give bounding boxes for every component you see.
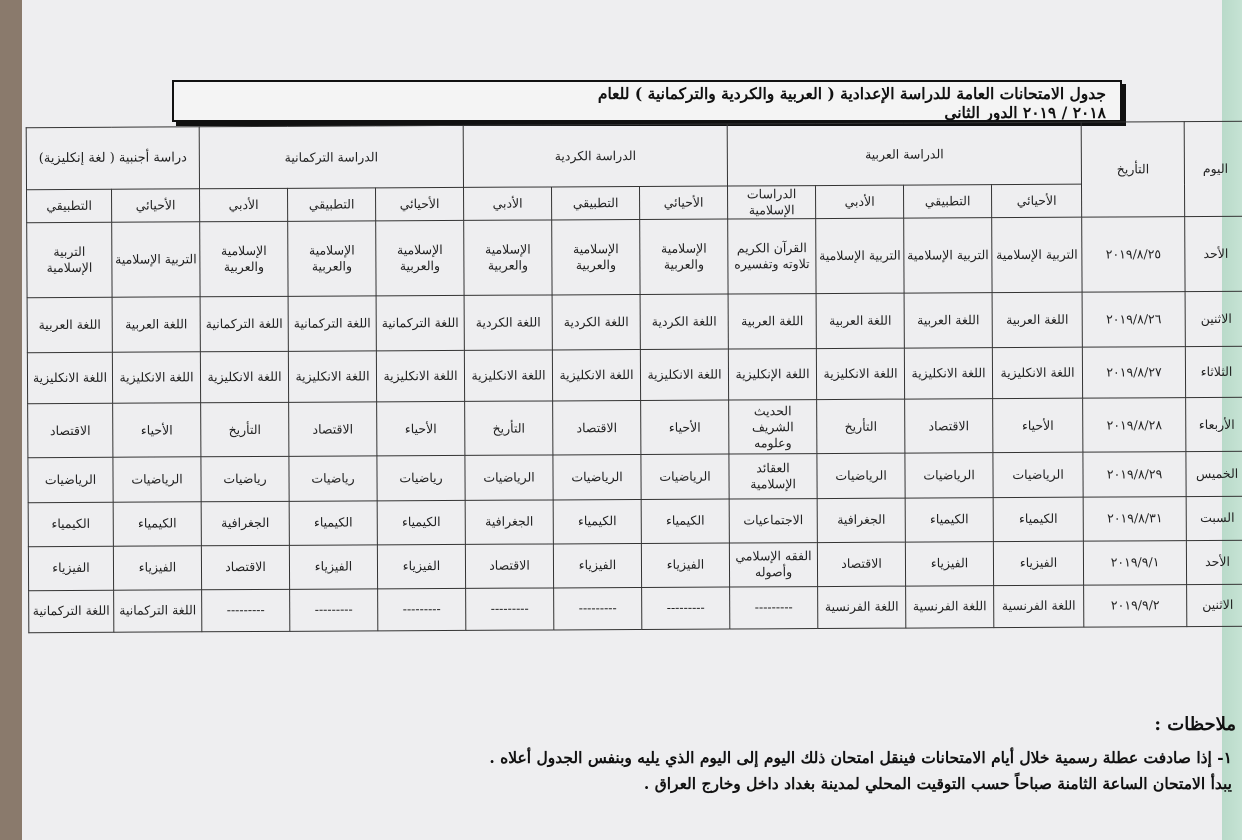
subject-cell: --------- — [554, 587, 642, 629]
header-kurdish-study: الدراسة الكردية — [463, 124, 727, 187]
subject-cell: الاقتصاد — [289, 402, 377, 457]
subject-cell: الكيمياء — [993, 497, 1083, 542]
note-line: ١- إذا صادفت عطلة رسمية خلال أيام الامتحانات فينقل امتحان ذلك اليوم إلى اليوم الذي يليه وبنفس الجدول أعلاه . — [489, 748, 1232, 767]
date-cell: ٢٠١٩/٨/٢٨ — [1083, 398, 1186, 453]
header-branch: الأدبي — [200, 188, 288, 221]
subject-cell: الرياضيات — [905, 453, 993, 498]
schedule-row — [28, 452, 1242, 503]
subject-cell: الإسلامية والعربية — [464, 220, 552, 296]
subject-cell: الإسلامية والعربية — [552, 219, 640, 295]
subject-cell: اللغة الانكليزية — [992, 348, 1082, 399]
header-branch: الدراسات الإسلامية — [728, 186, 816, 219]
subject-cell: الأحياء — [113, 403, 201, 458]
subject-cell: اللغة العربية — [728, 294, 816, 350]
subject-cell: رياضيات — [201, 457, 289, 502]
subject-cell: الأحياء — [993, 398, 1083, 453]
subject-cell: الجغرافية — [817, 498, 905, 543]
subject-cell: التربية الإسلامية — [816, 218, 904, 294]
subject-cell: اللغة التركمانية — [376, 296, 464, 352]
subject-cell: الفيزياء — [28, 546, 113, 591]
header-turkmen-study: الدراسة التركمانية — [199, 125, 463, 188]
subject-cell: اللغة الفرنسية — [906, 586, 994, 628]
subject-cell: اللغة الانكليزية — [904, 348, 992, 399]
group-header-row — [26, 121, 1242, 189]
notes-title: ملاحظات : — [1154, 714, 1236, 735]
subject-cell: اللغة التركمانية — [288, 296, 376, 352]
subject-cell: التأريخ — [201, 403, 289, 458]
day-cell: الاثنين — [1185, 291, 1242, 347]
subject-cell: الرياضيات — [817, 453, 905, 498]
date-cell: ٢٠١٩/٨/٣١ — [1083, 496, 1186, 541]
subject-cell: اللغة الانكليزية — [552, 350, 640, 401]
subject-cell: اللغة العربية — [816, 293, 904, 349]
date-cell: ٢٠١٩/٨/٢٧ — [1082, 347, 1185, 398]
subject-cell: اللغة الفرنسية — [994, 585, 1084, 628]
header-branch: الأحيائي — [376, 187, 464, 220]
header-day: اليوم — [1184, 121, 1242, 216]
day-cell: الأحد — [1186, 540, 1242, 585]
subject-cell: الرياضيات — [993, 453, 1083, 498]
subject-cell: الإسلامية والعربية — [640, 219, 728, 295]
subject-cell: اللغة الانكليزية — [464, 350, 552, 401]
subject-cell: الفقه الإسلامي وأصوله — [729, 542, 817, 587]
subject-cell: الفيزياء — [377, 544, 465, 589]
notes-section — [0, 700, 1240, 830]
subject-cell: التأريخ — [817, 399, 905, 454]
subject-cell: التربية الإسلامية — [112, 222, 200, 298]
header-branch: التطبيقي — [904, 185, 992, 218]
subject-cell: اللغة الكردية — [552, 295, 640, 351]
day-cell: الأربعاء — [1186, 398, 1242, 452]
title-line-1: جدول الامتحانات العامة للدراسة الإعدادية ( العربية والكردية والتركمانية ) للعام — [597, 84, 1106, 103]
subject-cell: الرياضيات — [28, 458, 113, 503]
date-cell: ٢٠١٩/٨/٢٦ — [1082, 292, 1185, 348]
date-cell: ٢٠١٩/٩/١ — [1083, 540, 1186, 585]
subject-cell: --------- — [290, 589, 378, 631]
subject-cell: الكيمياء — [377, 500, 465, 545]
schedule-row — [28, 540, 1242, 591]
subject-cell: اللغة الكردية — [464, 295, 552, 351]
day-cell: الأحد — [1185, 216, 1242, 291]
date-cell: ٢٠١٩/٨/٢٥ — [1082, 217, 1185, 293]
day-cell: الاثنين — [1187, 584, 1242, 626]
subject-cell: الفيزياء — [905, 541, 993, 586]
day-cell: الخميس — [1186, 452, 1242, 497]
day-cell: الثلاثاء — [1185, 347, 1242, 398]
subject-cell: الاقتصاد — [553, 401, 641, 456]
header-arabic-study: الدراسة العربية — [727, 122, 1081, 186]
subject-cell: اللغة الانكليزية — [640, 349, 728, 400]
subject-cell: الاقتصاد — [817, 542, 905, 587]
subject-cell: الإسلامية والعربية — [376, 220, 464, 296]
subject-cell: الكيمياء — [905, 497, 993, 542]
header-date: التأريخ — [1081, 122, 1184, 218]
subject-cell: الرياضيات — [641, 454, 729, 499]
subject-cell: اللغة العربية — [27, 297, 112, 353]
header-branch: التطبيقي — [552, 186, 640, 219]
subject-cell: الأحياء — [377, 402, 465, 457]
subject-cell: --------- — [378, 588, 466, 630]
schedule-row — [27, 216, 1242, 298]
subject-cell: --------- — [466, 588, 554, 630]
subject-cell: العقائد الإسلامية — [729, 454, 817, 499]
subject-cell: اللغة الكردية — [640, 294, 728, 350]
header-branch: الأحيائي — [112, 189, 200, 222]
header-branch: الأدبي — [816, 185, 904, 218]
subject-cell: اللغة الانكليزية — [816, 348, 904, 399]
subject-cell: اللغة الانكليزية — [200, 352, 288, 403]
subject-cell: الاقتصاد — [465, 544, 553, 589]
note-line: يبدأ الامتحان الساعة الثامنة صباحاً حسب التوقيت المحلي لمدينة بغداد داخل وخارج العراق . — [643, 774, 1232, 793]
subject-cell: الفيزياء — [993, 541, 1083, 586]
subject-cell: الرياضيات — [465, 455, 553, 500]
schedule-row — [29, 584, 1242, 632]
subject-cell: الاجتماعيات — [729, 498, 817, 543]
header-branch: الأدبي — [464, 187, 552, 220]
subject-cell: التربية الإسلامية — [904, 218, 992, 294]
subject-cell: اللغة الانكليزية — [27, 353, 112, 404]
subject-cell: القرآن الكريم تلاوته وتفسيره — [728, 219, 816, 295]
schedule-title — [172, 80, 1122, 122]
schedule-row — [28, 398, 1242, 459]
subject-cell: --------- — [642, 587, 730, 629]
subject-cell: الاقتصاد — [201, 545, 289, 590]
title-line-2: ٢٠١٨ / ٢٠١٩ الدور الثاني — [944, 103, 1106, 122]
subject-cell: اللغة الإنكليزية — [728, 349, 816, 400]
subject-cell: الحديث الشريف وعلومه — [729, 400, 817, 455]
schedule-row — [28, 496, 1242, 547]
subject-cell: اللغة الانكليزية — [112, 352, 200, 403]
subject-cell: اللغة العربية — [112, 297, 200, 353]
subject-cell: الفيزياء — [113, 546, 201, 591]
header-branch: التطبيقي — [27, 189, 112, 222]
subject-cell: الكيمياء — [113, 501, 201, 546]
subject-cell: الفيزياء — [289, 545, 377, 590]
subject-cell: الاقتصاد — [905, 399, 993, 454]
subject-cell: --------- — [730, 587, 818, 629]
subject-cell: اللغة العربية — [992, 292, 1082, 348]
subject-cell: الكيمياء — [28, 502, 113, 547]
subject-cell: اللغة العربية — [904, 293, 992, 349]
subject-cell: الإسلامية والعربية — [200, 221, 288, 297]
subject-cell: اللغة الفرنسية — [818, 586, 906, 628]
subject-cell: اللغة الانكليزية — [288, 351, 376, 402]
day-cell: السبت — [1186, 496, 1242, 541]
subject-cell: اللغة الانكليزية — [376, 351, 464, 402]
subject-cell: الرياضيات — [553, 455, 641, 500]
subject-cell: التربية الإسلامية — [992, 217, 1082, 293]
subject-cell: رياضيات — [377, 456, 465, 501]
exam-schedule-table — [26, 121, 1242, 633]
subject-cell: اللغة التركمانية — [200, 296, 288, 352]
subject-cell: --------- — [202, 589, 290, 631]
schedule-row — [27, 347, 1242, 404]
subject-cell: الجغرافية — [465, 500, 553, 545]
header-branch: التطبيقي — [288, 188, 376, 221]
subject-cell: رياضيات — [289, 456, 377, 501]
subject-cell: اللغة التركمانية — [114, 590, 202, 632]
subject-cell: التأريخ — [465, 401, 553, 456]
subject-cell: الكيمياء — [641, 499, 729, 544]
subject-cell: اللغة التركمانية — [29, 590, 114, 632]
date-cell: ٢٠١٩/٨/٢٩ — [1083, 452, 1186, 497]
subject-cell: الفيزياء — [641, 543, 729, 588]
subject-cell: الجغرافية — [201, 501, 289, 546]
schedule-body — [27, 216, 1242, 632]
subject-cell: الفيزياء — [553, 543, 641, 588]
header-branch: الأحيائي — [992, 184, 1082, 217]
header-branch: الأحيائي — [640, 186, 728, 219]
subject-cell: الإسلامية والعربية — [288, 221, 376, 297]
subject-cell: التربية الإسلامية — [27, 222, 112, 298]
subject-cell: الاقتصاد — [28, 403, 113, 458]
header-foreign-study: دراسة أجنبية ( لغة إنكليزية) — [26, 127, 199, 190]
subject-cell: الكيمياء — [553, 499, 641, 544]
date-cell: ٢٠١٩/٩/٢ — [1084, 585, 1187, 628]
schedule-row — [27, 291, 1242, 353]
subject-cell: الأحياء — [641, 400, 729, 455]
subject-cell: الكيمياء — [289, 500, 377, 545]
subject-cell: الرياضيات — [113, 457, 201, 502]
